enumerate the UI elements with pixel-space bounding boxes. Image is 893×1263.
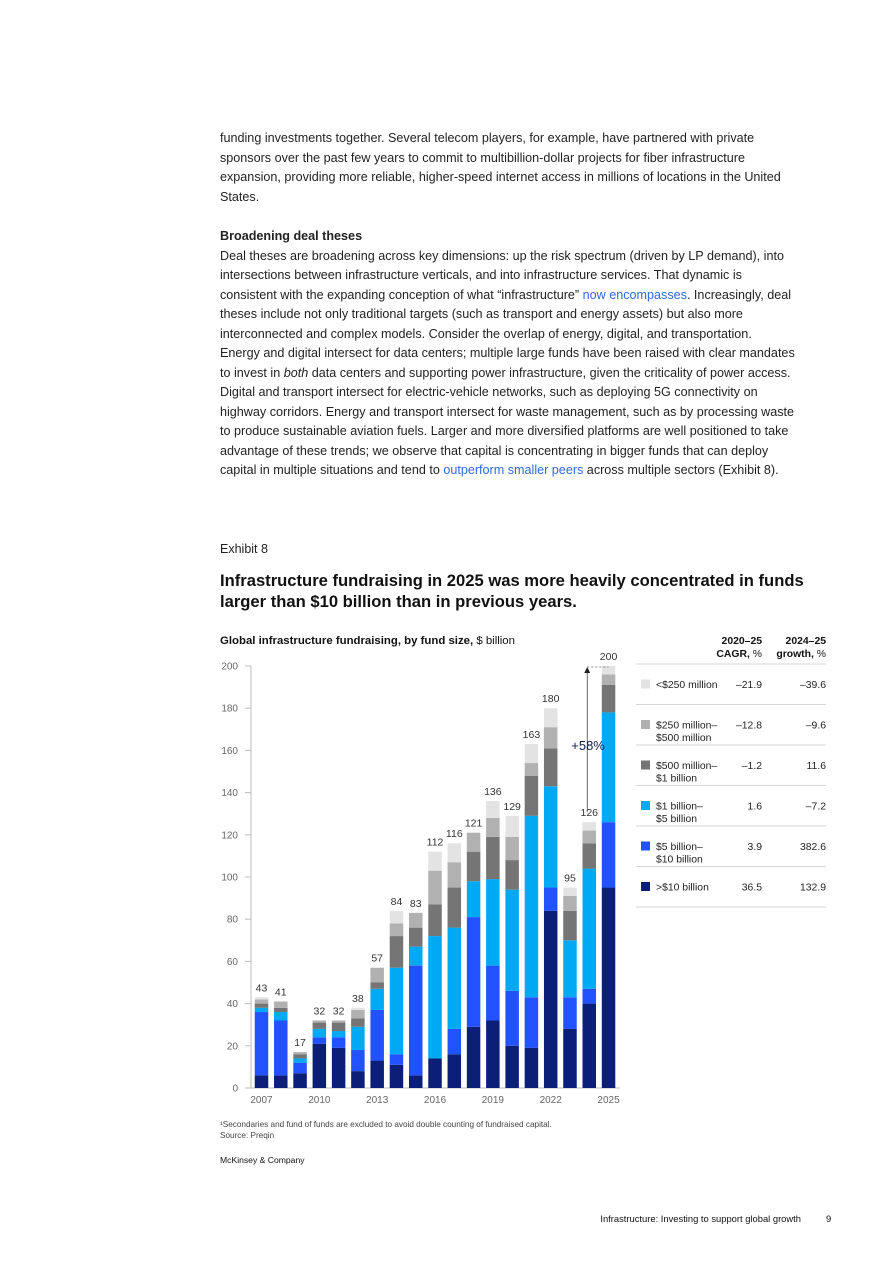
bar-segment [486, 1020, 500, 1088]
bar-segment [390, 968, 404, 1055]
bar-segment [525, 744, 539, 763]
total-label: 112 [426, 836, 444, 849]
chart-title-unit: $ billion [476, 635, 515, 647]
growth-value: –9.6 [805, 720, 826, 732]
y-tick-label: 60 [226, 956, 238, 968]
legend-swatch [641, 842, 650, 851]
header-part: 2020–25 [721, 636, 762, 647]
bar-segment [563, 940, 577, 997]
total-label: 116 [445, 828, 463, 841]
x-tick-label: 2016 [423, 1095, 447, 1106]
legend-label: $5 billion– [656, 842, 703, 853]
bar-segment [486, 837, 500, 879]
total-label: 121 [464, 817, 483, 830]
bar-segment [351, 1018, 365, 1026]
total-label: 163 [522, 729, 541, 742]
total-label: 200 [599, 651, 618, 663]
bar-segment [602, 712, 616, 822]
bar-segment [467, 1027, 481, 1088]
bar-segment [544, 748, 558, 786]
bar-segment [525, 816, 539, 997]
bar-segment [544, 708, 558, 727]
bar-segment [409, 928, 423, 947]
header-part: CAGR, [716, 649, 753, 660]
bar-segment [255, 1012, 269, 1075]
bar-segment [583, 1004, 597, 1088]
bar-segment [544, 911, 558, 1088]
bar-segment [486, 801, 500, 818]
growth-value: –39.6 [799, 680, 826, 691]
page-number: 9 [826, 1213, 832, 1224]
bar-segment [370, 968, 384, 983]
chart-title [220, 635, 515, 647]
bar-segment [563, 1029, 577, 1088]
bar-segment [428, 871, 442, 905]
bar-segment [409, 947, 423, 966]
bar-segment [313, 1029, 327, 1037]
bar-segment [351, 1027, 365, 1050]
growth-value: 132.9 [799, 882, 826, 894]
bar-segment [583, 843, 597, 868]
bar-segment [448, 862, 462, 887]
legend-label: $500 million [656, 733, 712, 744]
bar-segment [583, 869, 597, 989]
bar-segment [293, 1054, 307, 1058]
y-tick-label: 140 [221, 788, 238, 800]
bar-segment [505, 890, 519, 991]
bar-segment [390, 911, 404, 924]
bar-segment [505, 816, 519, 837]
source-text: Source: Preqin [220, 1130, 275, 1140]
total-label: 32 [332, 1005, 345, 1018]
bar-segment [505, 991, 519, 1046]
y-tick-label: 160 [221, 745, 238, 757]
bar-segment [602, 685, 616, 712]
x-tick-label: 2025 [597, 1095, 620, 1106]
bar-segment [274, 1008, 288, 1012]
bar-segment [505, 1046, 519, 1088]
legend-swatch [641, 680, 650, 689]
bar-segment [370, 989, 384, 1010]
bar-segment [293, 1058, 307, 1062]
bar-segment [563, 888, 577, 896]
legend-label: $10 billion [656, 854, 703, 866]
bar-segment [351, 1071, 365, 1088]
bar-segment [583, 831, 597, 844]
x-tick-label: 2022 [539, 1095, 562, 1106]
bar-segment [563, 896, 577, 911]
header-part: 2024–25 [785, 636, 826, 647]
growth-value: 382.6 [799, 842, 826, 853]
bar-segment [448, 888, 462, 928]
footnote-text: ¹Secondaries and fund of funds are excluded to avoid double counting of fundraised capital. [220, 1120, 552, 1129]
bar-segment [525, 776, 539, 816]
bar-segment [428, 852, 442, 871]
header-part: % [752, 649, 762, 660]
bar-segment [467, 881, 481, 917]
bar-segment [486, 966, 500, 1021]
legend-swatch [641, 720, 650, 729]
growth-annotation: +58% [571, 738, 605, 753]
y-tick-label: 80 [226, 914, 238, 926]
cagr-value: –12.8 [735, 720, 762, 732]
x-tick-label: 2019 [481, 1095, 504, 1106]
bar-segment [602, 888, 616, 1088]
y-tick-label: 20 [226, 1041, 238, 1053]
paragraph-text: data centers and supporting power infrastructure, given the criticality of power access. Digital and transport intersect for electric-vehicle networks, such as deploying 5G connectivity on highway corridors. Energy and transport intersect for waste management, such as by processing waste to produce sustainable aviation fuels. Larger and more diversified platforms are well positioned to take advantage of these trends; we observe that capital is concentrating in bigger funds that can deploy capital in multiple situations and tend to [220, 365, 794, 477]
cagr-value: 1.6 [747, 801, 762, 813]
paragraph-text: . Increasingly, deal theses include not only traditional targets (such as transport and energy assets) but also more interconnected and complex models. Consider the overlap of energy, digital, and transportation. Energy and digital intersect for data centers; multiple large funds have been raised with clear mandates to invest in [220, 287, 795, 380]
bar-segment [390, 1054, 404, 1065]
bar-segment [293, 1063, 307, 1074]
y-tick-label: 100 [221, 872, 238, 884]
total-label: 95 [564, 872, 576, 885]
bar-segment [274, 1020, 288, 1075]
bar-segment [332, 1023, 346, 1031]
growth-header-line1 [786, 636, 827, 647]
bar-segment [467, 833, 481, 852]
bar-segment [351, 1008, 365, 1010]
header-part: growth, [776, 649, 817, 660]
legend-label: $1 billion– [656, 801, 703, 813]
x-tick-label: 2010 [308, 1095, 331, 1106]
total-label: 38 [352, 992, 364, 1005]
cagr-value: 3.9 [747, 842, 762, 853]
total-label: 83 [409, 897, 422, 910]
cagr-value: –21.9 [735, 680, 762, 691]
bar-segment [448, 928, 462, 1029]
now-encompasses-link[interactable]: now encompasses [582, 287, 687, 302]
total-label: 84 [390, 895, 403, 908]
bar-segment [332, 1037, 346, 1048]
legend-label: $250 million– [656, 720, 718, 732]
legend-label: $5 billion [656, 814, 698, 825]
emphasis-text: both [283, 365, 309, 380]
bar-segment [525, 763, 539, 776]
legend-label: <$250 million [656, 680, 718, 691]
cagr-value: 36.5 [741, 882, 762, 894]
section-heading: Broadening deal theses [220, 229, 363, 243]
bar-segment [467, 852, 481, 882]
bar-segment [602, 674, 616, 685]
bar-segment [486, 879, 500, 966]
bar-segment [370, 983, 384, 989]
bar-segment [428, 1058, 442, 1088]
bar-segment [370, 1061, 384, 1088]
y-tick-label: 40 [226, 999, 238, 1011]
bar-segment [390, 1065, 404, 1088]
legend-swatch [641, 761, 650, 770]
bar-segment [583, 822, 597, 830]
paragraph-text: across multiple sectors (Exhibit 8). [583, 463, 779, 477]
bar-segment [428, 904, 442, 936]
cagr-header-line2 [716, 649, 762, 660]
bar-segment [505, 837, 519, 860]
bar-segment [293, 1052, 307, 1054]
legend-swatch [641, 801, 650, 810]
growth-value: 11.6 [806, 761, 826, 772]
bar-segment [313, 1037, 327, 1043]
bar-segment [370, 1010, 384, 1061]
annotation-arrowhead [584, 667, 590, 673]
outperform-smaller-peers-link[interactable]: outperform smaller peers [443, 463, 584, 477]
legend-label: $1 billion [656, 773, 698, 785]
footnote [220, 1120, 552, 1141]
bar-segment [332, 1048, 346, 1088]
bar-segment [525, 1048, 539, 1088]
bar-segment [255, 999, 269, 1003]
bar-segment [390, 936, 404, 968]
bar-segment [428, 936, 442, 1058]
bar-segment [274, 1075, 288, 1088]
y-tick-label: 200 [221, 661, 238, 673]
bar-segment [409, 966, 423, 1076]
legend-label: >$10 billion [656, 882, 709, 894]
growth-header-line2 [776, 649, 826, 660]
growth-value: –7.2 [805, 801, 826, 813]
total-label: 43 [255, 982, 268, 995]
x-tick-label: 2007 [250, 1095, 273, 1106]
y-tick-label: 0 [232, 1083, 238, 1095]
bar-segment [525, 997, 539, 1048]
legend-label: $500 million– [656, 761, 718, 772]
bar-segment [332, 1020, 346, 1022]
bar-segment [255, 997, 269, 999]
bar-segment [467, 917, 481, 1027]
cagr-header-line1 [722, 636, 763, 647]
bar-segment [409, 1075, 423, 1088]
bar-segment [351, 1010, 365, 1018]
exhibit-label: Exhibit 8 [220, 542, 268, 556]
chart-title-main: Global infrastructure fundraising, by fund size, [220, 635, 477, 647]
bar-segment [544, 888, 558, 911]
bar-segment [351, 1050, 365, 1071]
cagr-value: –1.2 [741, 761, 762, 772]
bar-segment [390, 923, 404, 936]
legend-swatch [641, 882, 650, 891]
total-label: 136 [484, 786, 502, 799]
paragraph-text: funding investments together. Several telecom players, for example, have partnered with private sponsors over the past few years to commit to multibillion-dollar projects for fiber infrastructure expansion, providing more reliable, higher-speed internet access in millions of locations in the United States. [220, 131, 781, 204]
bar-segment [255, 1004, 269, 1008]
total-label: 180 [541, 693, 560, 706]
total-label: 126 [580, 807, 599, 820]
y-tick-label: 120 [221, 830, 238, 842]
bar-segment [505, 860, 519, 890]
publisher-name: McKinsey & Company [220, 1155, 305, 1165]
total-label: 32 [313, 1005, 326, 1018]
bar-segment [332, 1031, 346, 1037]
bar-segment [602, 822, 616, 887]
total-label: 17 [294, 1037, 306, 1050]
exhibit-title: Infrastructure fundraising in 2025 was more heavily concentrated in funds larger than $10 billion than in previous years. [220, 571, 804, 611]
bar-segment [255, 1075, 269, 1088]
bar-segment [274, 1012, 288, 1020]
bar-segment [563, 997, 577, 1029]
header-part: % [816, 649, 826, 660]
bar-segment [544, 786, 558, 887]
footer-report-title: Infrastructure: Investing to support global growth [600, 1213, 801, 1224]
total-label: 129 [503, 800, 521, 813]
bar-segment [486, 818, 500, 837]
bar-segment [544, 727, 558, 748]
bar-segment [255, 1008, 269, 1012]
bar-segment [313, 1044, 327, 1088]
bar-segment [448, 1029, 462, 1054]
bar-segment [448, 1054, 462, 1088]
total-label: 41 [274, 986, 287, 999]
bar-segment [274, 1001, 288, 1007]
total-label: 57 [371, 952, 384, 965]
bar-segment [563, 911, 577, 941]
bar-segment [313, 1023, 327, 1029]
y-tick-label: 180 [221, 703, 238, 715]
paragraph-text: Deal theses are broadening across key dimensions: up the risk spectrum (driven by LP demand), into intersections between infrastructure verticals, and into infrastructure services. That dynamic is consistent with the expanding conception of what “infrastructure” [220, 248, 784, 302]
bar-segment [583, 989, 597, 1004]
bar-segment [409, 913, 423, 928]
bar-segment [313, 1020, 327, 1022]
bar-segment [293, 1073, 307, 1088]
bar-segment [448, 843, 462, 862]
x-tick-label: 2013 [366, 1095, 389, 1106]
